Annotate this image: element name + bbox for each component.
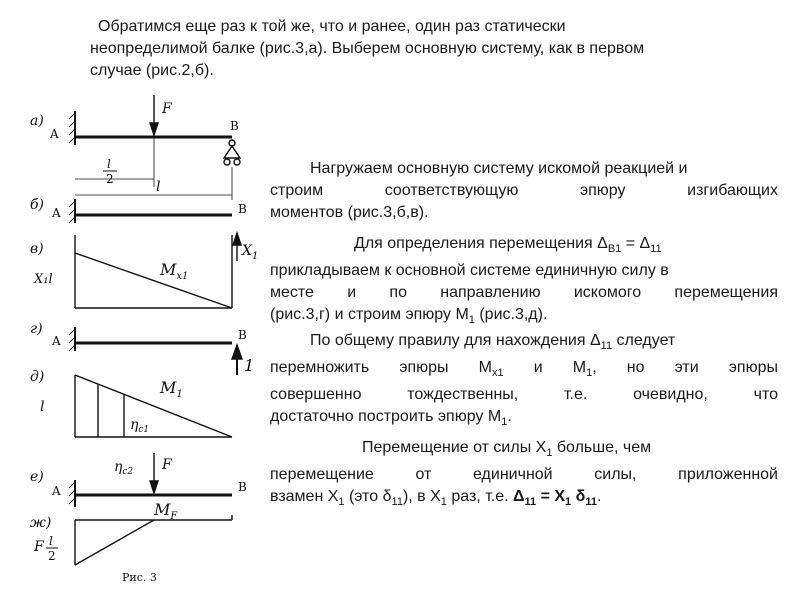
eta-c1-label: $\eta_{c1}$ (130, 417, 150, 435)
point-a-label: A (52, 334, 61, 348)
point-b-label: B (230, 119, 239, 133)
diagram-g (69, 327, 242, 375)
text-line: перемножить эпюры $M_{x1}$ и $M_1$, но эти эпюры (270, 359, 778, 380)
arrowhead (150, 481, 158, 493)
label-a: а) (30, 113, 44, 129)
ordinate-l-label: l (40, 399, 45, 415)
ordinate-fl2-num: l (49, 534, 53, 548)
intro-paragraph (90, 16, 770, 82)
paragraph-conclusion (270, 437, 778, 513)
figure-caption: Рис. 3 (122, 571, 157, 584)
label-zh: ж) (30, 515, 52, 531)
arrowhead (233, 233, 241, 245)
moment-mx1-label: $M_{x1}$ (160, 260, 189, 282)
point-b-label: B (238, 202, 247, 216)
arrowhead (150, 123, 158, 135)
pin-support-b (224, 146, 240, 158)
text-line: Нагружаем основную систему искомой реакцией и (310, 160, 688, 177)
ordinate-fl2-den: 2 (48, 549, 56, 563)
paragraph-displacement (270, 233, 778, 331)
formula: $\Delta_{11} = X_1$ $\delta_{11}$ (512, 488, 597, 509)
diagram-a (69, 95, 240, 200)
eta-c2-label: $\eta_{c2}$ (114, 459, 134, 477)
unit-force-label: 1 (244, 356, 255, 375)
text-line: моментов (рис.3,б,в). (270, 204, 429, 221)
point-a-label: A (50, 127, 59, 141)
text-line: совершенно тождественны, т.е. очевидно, что (270, 386, 778, 404)
text-line: Для определения перемещения $\Delta_{B1} = \Delta_{11}$ (354, 235, 662, 256)
diagram-v (75, 233, 241, 308)
point-b-label: B (238, 328, 247, 342)
arrowhead (232, 345, 242, 359)
intro-line: неопределимой балке (рис.3,а). Выберем основную систему, как в первом (90, 40, 645, 57)
point-a-label: A (52, 206, 61, 220)
paragraph-general-rule (270, 330, 778, 434)
point-a-label: A (52, 484, 61, 498)
text-line: достаточно построить эпюру $M_1$. (270, 408, 512, 429)
moment-line (75, 520, 154, 565)
text-line: Перемещение от силы $X_1$ больше, чем (362, 439, 652, 460)
text-line: взамен $X_1$ (это $\delta_{11}$), в $X_1$ раз, т.е. $\Delta_{11} = X_1$ $\delta_{11}$. (270, 488, 602, 509)
reaction-x1-label: $X_1$ (242, 243, 259, 262)
span-label: l (156, 179, 161, 195)
ordinate-x1l-label: X₁l (34, 272, 53, 287)
ordinate-fl2-f: F (34, 539, 44, 555)
moment-m1-label: $M_1$ (160, 378, 183, 400)
text-line: прикладываем к основной системе единичную силу в (270, 262, 669, 280)
roller (224, 159, 230, 165)
force-label: F (162, 457, 172, 473)
label-d: д) (30, 369, 45, 385)
figure-3-diagram (30, 75, 270, 595)
diagram-e (69, 453, 232, 507)
half-span-numerator: l (107, 157, 111, 171)
text-line: перемещение от единичной силы, приложенной (270, 466, 778, 484)
label-b: б) (30, 197, 45, 213)
half-span-denominator: 2 (106, 172, 114, 186)
intro-line: Обратимся еще раз к той же, что и ранее, один раз статически (98, 18, 566, 35)
label-v: в) (30, 241, 44, 257)
text-line: строим соответствующую эпюру изгибающих (270, 182, 778, 199)
text-line: месте и по направлению искомого перемещения (270, 284, 778, 302)
diagram-b (69, 199, 232, 223)
label-e: е) (30, 469, 44, 485)
paragraph-load-system (270, 158, 778, 224)
intro-line: случае (рис.2,б). (90, 62, 214, 79)
label-g: г) (30, 321, 43, 337)
text-line: По общему правилу для нахождения $\Delta_{11}$ следует (310, 332, 676, 353)
diagram-d (75, 375, 232, 437)
force-label: F (162, 101, 172, 117)
roller (234, 159, 240, 165)
diagram-zh (75, 515, 232, 565)
point-b-label: B (238, 480, 247, 494)
text-line: (рис.3,г) и строим эпюру $M_1$ (рис.3,д). (270, 306, 548, 327)
moment-mf-label: $M_F$ (154, 500, 178, 522)
moment-line (75, 253, 232, 308)
